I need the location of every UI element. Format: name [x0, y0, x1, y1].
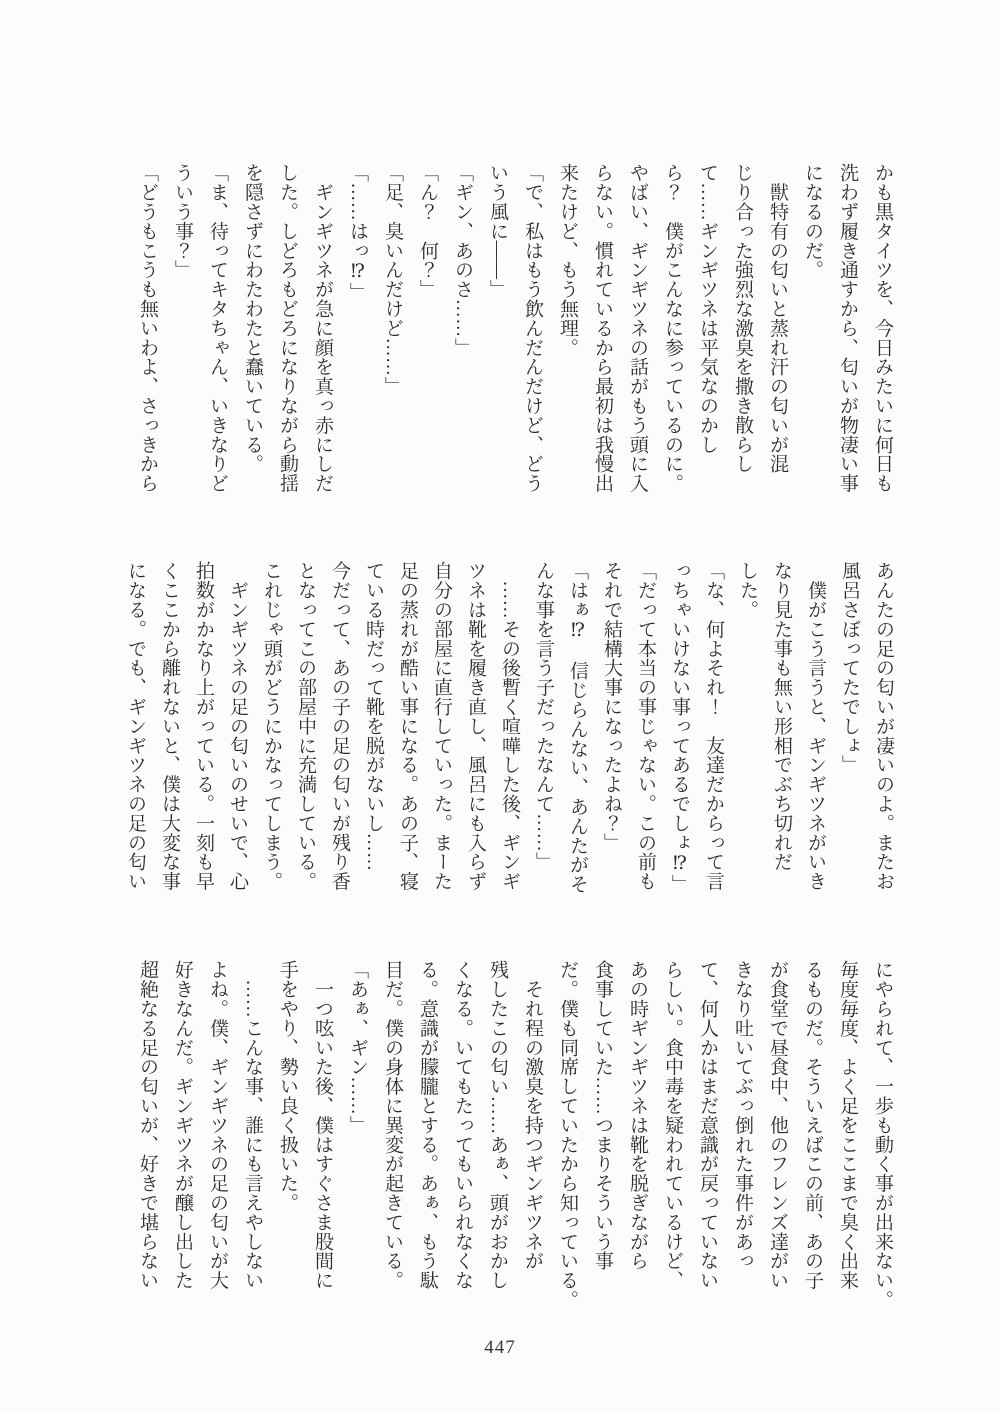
vertical-text-column: んな事を言う子だったなんて……」 — [533, 561, 554, 872]
vertical-text-column: 好きなんだ。ギンギツネが醸し出した — [172, 960, 193, 1290]
vertical-text-column: になるのだ。 — [802, 163, 823, 280]
vertical-text-column: 残したこの匂い……あぁ、頭がおかし — [487, 960, 508, 1290]
vertical-text-column: あんたの足の匂いが凄いのよ。またお — [873, 561, 894, 891]
vertical-text-column: 「ま、待ってキタちゃん、いきなりど — [207, 163, 228, 493]
vertical-text-column: 自分の部屋に直行していった。まーた — [431, 561, 452, 891]
vertical-text-column: が食堂で昼食中、他のフレンズ達がい — [767, 960, 788, 1290]
vertical-text-column: それで結構大事になったよね？」 — [601, 561, 622, 852]
vertical-text-column: ……こんな事、誰にも言えやしない — [242, 960, 263, 1290]
vertical-text-column: ている時だって靴を脱がないし…… — [363, 561, 384, 872]
text-block-bottom — [130, 960, 900, 1322]
vertical-text-column: 獣特有の匂いと蒸れ汗の匂いが混 — [767, 163, 788, 474]
vertical-text-column: るものだ。そういえばこの前、あの子 — [802, 960, 823, 1290]
vertical-text-column: した。しどろもどろになりながら動揺 — [277, 163, 298, 493]
vertical-text-column: じり合った強烈な激臭を撒き散らし — [732, 163, 753, 474]
vertical-text-column: かも黒タイツを、今日みたいに何日も — [872, 163, 893, 493]
page-number: 447 — [484, 1337, 516, 1358]
vertical-text-column: 「な、何よそれ！ 友達だからって言 — [703, 561, 724, 891]
vertical-text-column: になる。でも、ギンギツネの足の匂い — [125, 561, 146, 891]
vertical-text-column: くここから離れないと、僕は大変な事 — [159, 561, 180, 891]
vertical-text-column: 「ギン、あのさ……」 — [452, 163, 473, 357]
vertical-text-column: 「ん？ 何？」 — [417, 163, 438, 299]
vertical-text-column: 「で、私はもう飲んだんだけど、どう — [522, 163, 543, 493]
vertical-text-column: 「足、臭いんだけど……」 — [382, 163, 403, 396]
vertical-text-column: 「あぁ、ギン……」 — [347, 960, 368, 1135]
vertical-text-column: 一つ呟いた後、僕はすぐさま股間に — [312, 960, 333, 1290]
vertical-text-column: て、何人かはまだ意識が戻っていない — [697, 960, 718, 1290]
vertical-text-column: 僕がこう言うと、ギンギツネがいき — [805, 561, 826, 891]
vertical-text-column: らない。慣れているから最初は我慢出 — [592, 163, 613, 493]
vertical-text-column: 「どうもこうも無いわよ、さっきから — [137, 163, 158, 493]
vertical-text-column: 毎度毎度、よく足をここまで臭く出来 — [837, 960, 858, 1290]
vertical-text-column: 「だって本当の事じゃない。この前も — [635, 561, 656, 891]
vertical-text-column: 風呂さぼってたでしょ」 — [839, 561, 860, 775]
vertical-text-column: 超絶なる足の匂いが、好きで堪らない — [137, 960, 158, 1290]
vertical-text-column: 食事していた……つまりそういう事 — [592, 960, 613, 1271]
vertical-text-column: にやられて、一歩も動く事が出来ない。 — [872, 960, 893, 1310]
vertical-text-column: あの時ギンギツネは靴を脱ぎながら — [627, 960, 648, 1271]
vertical-text-column: ……その後暫く喧嘩した後、ギンギ — [499, 561, 520, 891]
vertical-text-column: 目だ。僕の身体に異変が起きている。 — [382, 960, 403, 1290]
vertical-text-column: となってこの部屋中に充満している。 — [295, 561, 316, 891]
vertical-text-column: て……ギンギツネは平気なのかし — [697, 163, 718, 454]
vertical-text-column: だ。僕も同席していたから知っている。 — [557, 960, 578, 1310]
vertical-text-column: っちゃいけない事ってあるでしょ⁉」 — [669, 561, 690, 894]
vertical-text-column: 今だって、あの子の足の匂いが残り香 — [329, 561, 350, 891]
vertical-text-column: 洗わず履き通すから、匂いが物凄い事 — [837, 163, 858, 493]
vertical-text-column: ギンギツネが急に顔を真っ赤にしだ — [312, 163, 333, 493]
vertical-text-column: なり見た事も無い形相でぶち切れだ — [771, 561, 792, 872]
vertical-text-column: くなる。いてもたってもいられなくな — [452, 960, 473, 1290]
vertical-text-column: 手をやり、勢い良く扱いた。 — [277, 960, 298, 1213]
vertical-text-column: ら？ 僕がこんなに参っているのに。 — [662, 163, 683, 493]
vertical-text-column: る。意識が朦朧とする。あぁ、もう駄 — [417, 960, 438, 1290]
vertical-text-column: らしい。食中毒を疑われているけど、 — [662, 960, 683, 1290]
vertical-text-column: それ程の激臭を持つギンギツネが — [522, 960, 543, 1271]
vertical-text-column: 来たけど、もう無理。 — [557, 163, 578, 357]
vertical-text-column: よね。僕、ギンギツネの足の匂いが大 — [207, 960, 228, 1290]
vertical-text-column: ツネは靴を履き直し、風呂にも入らず — [465, 561, 486, 891]
vertical-text-column: 「……はっ⁉」 — [347, 163, 368, 302]
vertical-text-column: ういう事？」 — [172, 163, 193, 280]
vertical-text-column: ギンギツネの足の匂いのせいで、心 — [227, 561, 248, 891]
vertical-text-column: 「はぁ⁉ 信じらんない、あんたがそ — [567, 561, 588, 894]
vertical-text-column: やばい、ギンギツネの話がもう頭に入 — [627, 163, 648, 493]
text-block-top — [130, 163, 900, 525]
text-block-middle — [118, 561, 900, 923]
vertical-text-column: 拍数がかなり上がっている。一刻も早 — [193, 561, 214, 891]
vertical-text-column: きなり吐いてぶっ倒れた事件があっ — [732, 960, 753, 1271]
vertical-text-column: 足の蒸れが酷い事になる。あの子、寝 — [397, 561, 418, 891]
vertical-text-column: した。 — [737, 561, 758, 620]
vertical-text-column: いう風に――」 — [487, 163, 508, 299]
vertical-text-column: これじゃ頭がどうにかなってしまう。 — [261, 561, 282, 891]
vertical-text-column: を隠さずにわたわたと蠢いている。 — [242, 163, 263, 474]
